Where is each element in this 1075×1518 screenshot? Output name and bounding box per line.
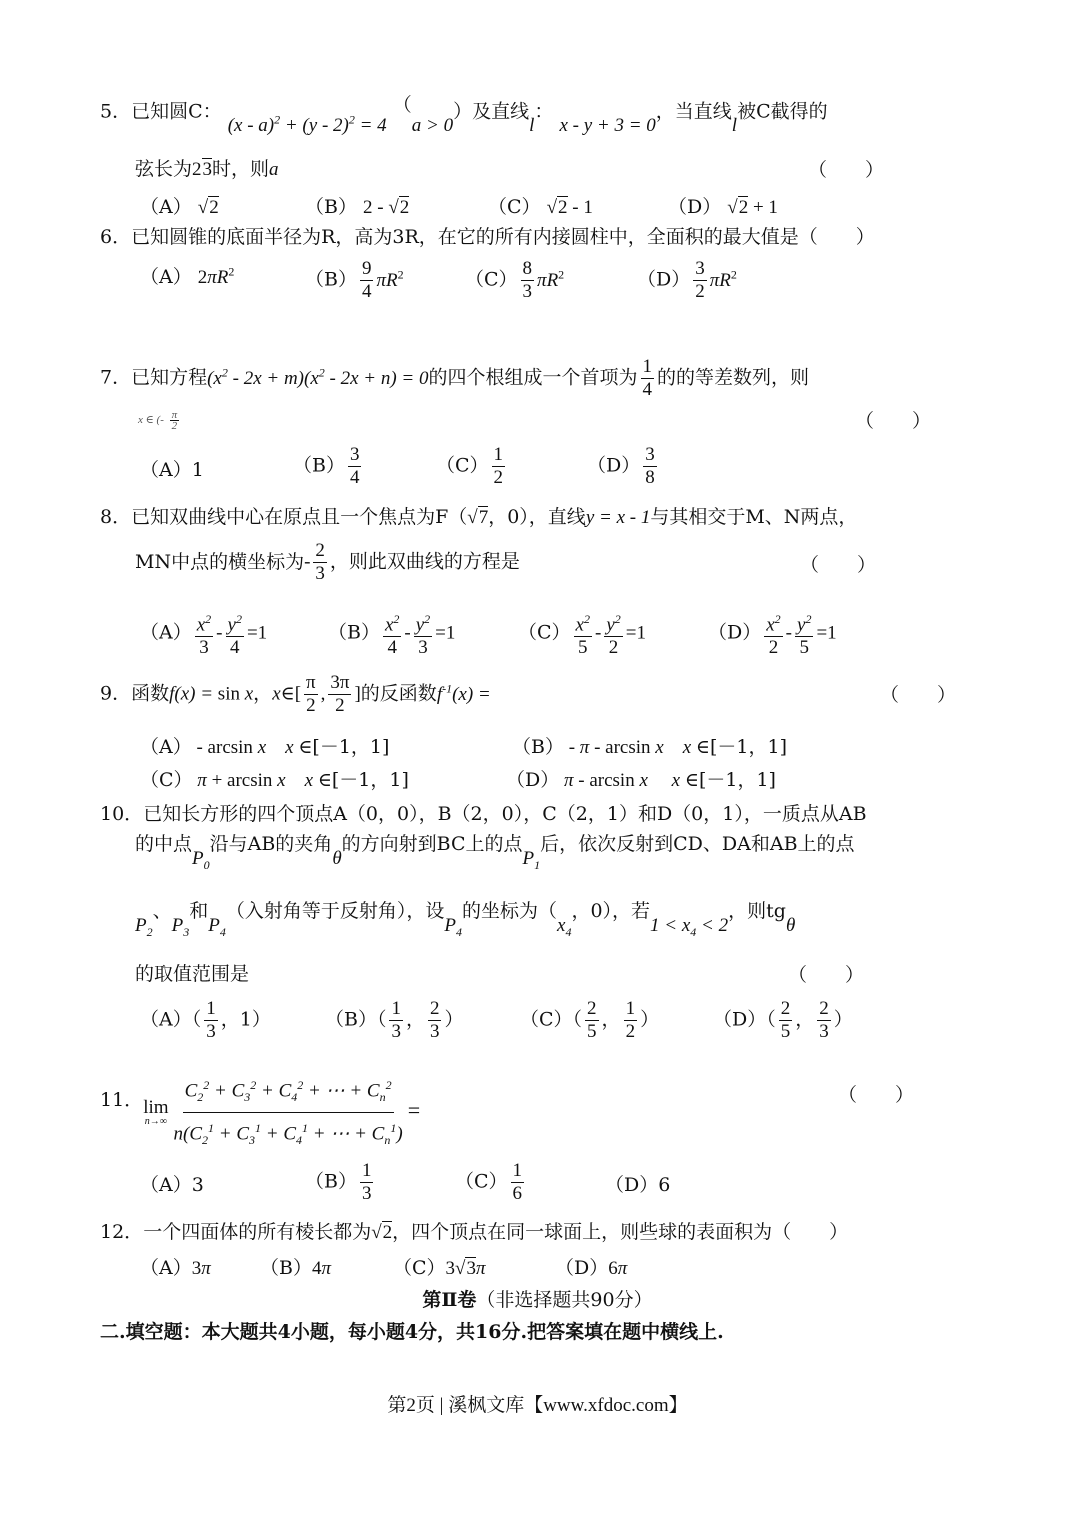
option-d: （D）6 [605, 1174, 671, 1196]
question-number: 6． [100, 226, 132, 248]
answer-blank: （ ） [800, 554, 877, 576]
question-8-line-1: 8．已知双曲线中心在原点且一个焦点为F（√7，0），直线y = x - 1与其相交于M、N两点， [100, 506, 858, 528]
option-d: （D） √2 + 1 [668, 196, 778, 218]
answer-blank: （ ） [880, 684, 957, 706]
page-footer: 第2页 | 溪枫文库【www.xfdoc.com】 [387, 1395, 688, 1416]
question-number: 11． [100, 1088, 144, 1111]
question-number: 8． [100, 506, 132, 528]
answer-blank: （ ） [808, 159, 885, 181]
question-10-line-4: 的取值范围是 [135, 963, 250, 985]
option-a: （A） - arcsin x x ∈[－1，1] [140, 736, 390, 758]
option-d: （D）6π [555, 1257, 628, 1279]
option-b: （B）4π [260, 1257, 331, 1279]
option-c: （C） $\frac{x^2}{5}$ - $\frac{y^2}{2}$ =1 [518, 608, 646, 659]
question-number: 7． [100, 366, 132, 389]
section-heading: 二.填空题：本大题共4小题，每小题4分，共16分.把答案填在题中横线上. [100, 1321, 724, 1343]
garbled-formula: x ∈ (- $\frac{\pi}{2}$ [138, 409, 178, 432]
option-c: （C） √2 - 1 [488, 196, 593, 218]
option-a: （A）1 [140, 459, 204, 481]
question-number: 10． [100, 803, 144, 825]
option-c: （C）（ $\frac{2}{5}$ ， $\frac{1}{2}$ ） [520, 998, 660, 1042]
option-c: （C） $\frac{8}{3}$ $\pi R^2$ [465, 258, 565, 302]
answer-blank: （ ） [838, 1084, 915, 1106]
option-a: （A） $\frac{x^2}{3}$ - $\frac{y^2}{4}$ =1 [140, 608, 267, 659]
option-b: （B） $\frac{3}{4}$ [293, 444, 360, 488]
option-a: （A）3 [140, 1174, 204, 1196]
answer-blank: （ ） [855, 410, 932, 432]
option-d: （D） $\frac{3}{2}$ $\pi R^2$ [637, 258, 737, 302]
option-c: （C） π + arcsin x x ∈[－1，1] [140, 769, 409, 791]
question-10-line-3: $P_2$、$P_3$和$P_4$（入射角等于反射角），设$P_4$的坐标为（$x_4$，0），若$1 < x_4 < 2$，则tgθ [135, 900, 796, 939]
question-11-line-1: 11． lim n→∞ $\frac{C_2^2 + C_3^2 + C_4^2 + \cdots + C_n^2}{n(C_2^1 + C_3^1 + C_4^1 + \cdots + C_n^1)}$ = [100, 1070, 985, 1155]
question-6-line-1: 6．已知圆锥的底面半径为R，高为3R，在它的所有内接圆柱中，全面积的最大值是（ ） [100, 226, 875, 248]
condition-a: a > 0 [411, 115, 454, 137]
question-7-line-1: 7．已知方程$(x^2 - 2x + m)(x^2 - 2x + n) = 0$的四个根组成一个首项为 $\frac{1}{4}$ 的的等差数列，则 [100, 356, 810, 400]
option-b: （B） - π - arcsin x x ∈[－1，1] [512, 736, 788, 758]
option-a: （A） √2 [140, 196, 219, 218]
option-d: （D） $\frac{3}{8}$ [587, 444, 655, 488]
option-d: （D） π - arcsin x x ∈[－1，1] [506, 769, 776, 791]
option-c: （C） $\frac{1}{2}$ [436, 444, 504, 488]
question-5-line-2: 弦长为23时，则a [135, 158, 279, 180]
option-a: （A）3π [140, 1257, 211, 1279]
option-d: （D）（ $\frac{2}{5}$ ， $\frac{2}{3}$ ） [713, 998, 853, 1042]
option-b: （B） $\frac{9}{4}$ $\pi R^2$ [305, 258, 404, 302]
option-a: （A）（ $\frac{1}{3}$ ，1） [140, 998, 271, 1042]
option-c: （C）3√3π [393, 1257, 486, 1279]
option-b: （B）（ $\frac{1}{3}$ ， $\frac{2}{3}$ ） [325, 998, 464, 1042]
option-b: （B） $\frac{x^2}{4}$ - $\frac{y^2}{3}$ =1 [328, 608, 455, 659]
circle-equation: (x - a)$^2$ + (y - 2)$^2$ = 4 [227, 113, 387, 137]
question-9-line-1: 9．函数f(x) = sin x，x∈[ $\frac{\pi}{2}$ , $\frac{3\pi}{2}$ ]的反函数$f^{-1}(x)$ = [100, 672, 491, 716]
line-equation: x - y + 3 = 0 [559, 115, 656, 137]
question-number: 5． [100, 100, 132, 123]
question-5-line-1: 5．已知圆C： (x - a)$^2$ + (y - 2)$^2$ = 4 （a > 0）及直线l： x - y + 3 = 0，当直线l被C截得的 [100, 94, 828, 137]
option-a: （A） $2\pi R^2$ [140, 264, 235, 288]
question-number: 12． [100, 1221, 144, 1243]
question-number: 9． [100, 682, 132, 705]
section-title: 第Ⅱ卷（非选择题共90分） [422, 1289, 653, 1311]
question-10-line-1: 10．已知长方形的四个顶点A（0，0），B（2，0），C（2，1）和D（0，1），一质点从AB [100, 803, 867, 825]
option-d: （D） $\frac{x^2}{2}$ - $\frac{y^2}{5}$ =1 [708, 608, 837, 659]
question-12-line-1: 12．一个四面体的所有棱长都为√2，四个顶点在同一球面上，则些球的表面积为（ ） [100, 1221, 849, 1243]
answer-blank: （ ） [788, 964, 865, 986]
option-b: （B） $\frac{1}{3}$ [305, 1160, 372, 1204]
option-b: （B） 2 - √2 [305, 196, 410, 218]
option-c: （C） $\frac{1}{6}$ [455, 1160, 523, 1204]
equation: $(x^2 - 2x + m)(x^2 - 2x + n) = 0$ [207, 365, 429, 389]
question-8-line-2: MN中点的横坐标为- $\frac{2}{3}$ ，则此双曲线的方程是 [135, 540, 520, 584]
question-10-line-2: 的中点$P_0$沿与AB的夹角θ的方向射到BC上的点$P_1$后，依次反射到CD、DA和AB上的点 [135, 833, 855, 872]
